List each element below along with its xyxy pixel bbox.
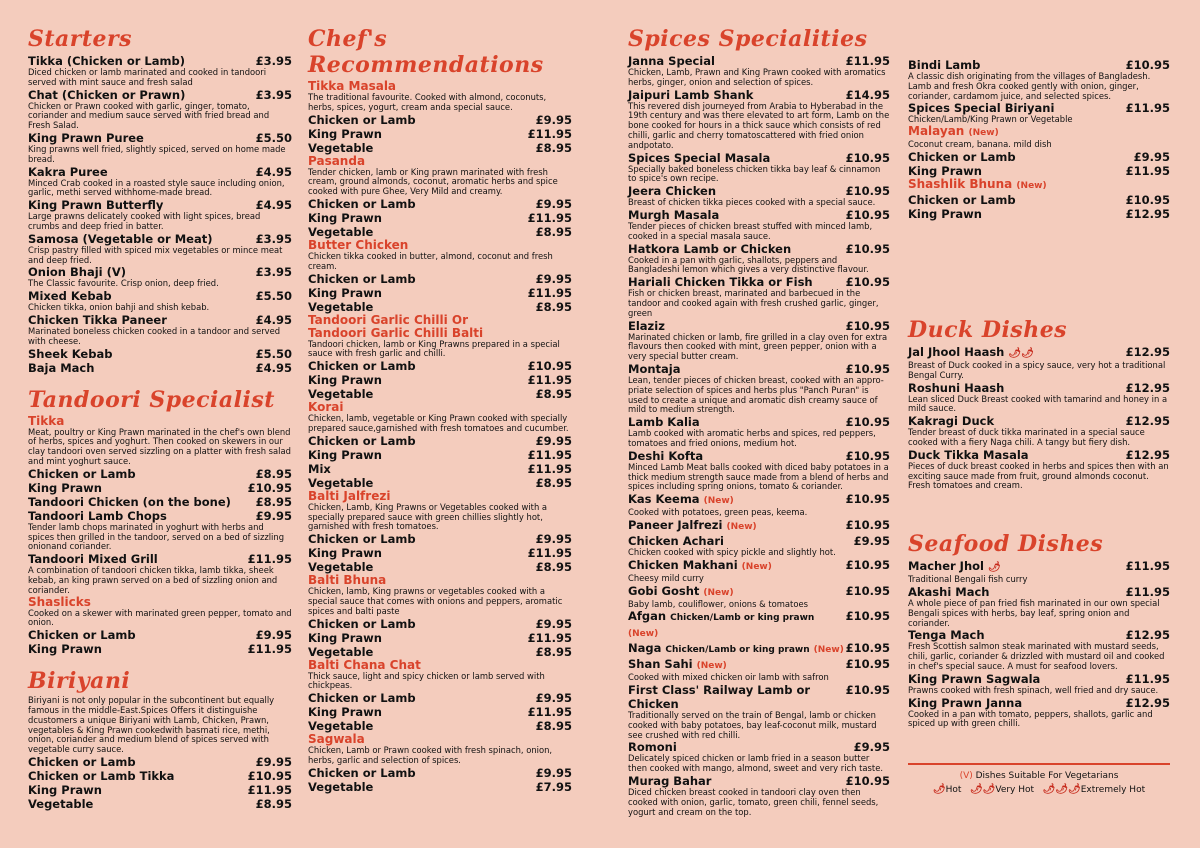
new-badge: (New) (968, 128, 999, 139)
chili-icon: 🌶 (988, 562, 1001, 574)
menu-item: Naga Chicken/Lamb or king prawn (New) £10.95 (628, 641, 890, 656)
menu-item: Chicken or Lamb £10.95 (308, 359, 572, 374)
menu-item: King Prawn Sagwala £11.95 (908, 671, 1170, 686)
menu-item: Vegetable £8.95 (308, 140, 572, 155)
menu-item: Deshi Kofta £10.95 (628, 448, 890, 463)
sub-heading: Tandoori Garlic Chilli Balti (308, 325, 484, 340)
menu-item: Chicken or Lamb £9.95 (908, 149, 1170, 164)
tandoori-heading: Tandoori Specialist (28, 386, 275, 413)
menu-item: Chicken Tikka Paneer £4.95 (28, 312, 292, 327)
sub-heading: Butter Chicken (308, 237, 409, 252)
menu-item: Bindi Lamb £10.95 (908, 58, 1170, 72)
menu-item: Jaipuri Lamb Shank £14.95 (628, 87, 890, 102)
menu-item: Macher Jhol 🌶 £11.95 (908, 559, 1170, 574)
menu-item: Vegetable £8.95 (308, 224, 572, 239)
menu-item: King Prawn £11.95 (308, 285, 572, 300)
legend-divider (908, 763, 1170, 765)
new-badge: (New) (703, 496, 734, 507)
menu-item: Vegetable £8.95 (28, 796, 292, 811)
menu-item: Chicken or Lamb £9.95 (308, 532, 572, 547)
menu-item: Spices Special Biriyani £11.95 (908, 101, 1170, 116)
menu-item: Chicken or Lamb £9.95 (308, 196, 572, 211)
sub-heading: Balti Jalfrezi (308, 488, 391, 503)
column-chefs: Chef's Recommendations Tikka Masala The traditional favourite. Cooked with almond, coconuts, herbs, spices, yogurt, cream anda special sauce. Chicken or Lamb £9.95 King Prawn £11.95 Vegetable £8.95 Pasanda Tender chicken, lamb or King prawn marinated with fresh cream, ground almonds, coconut, aromatic herbs and spice cooked with pure Ghee, Very Mild and creamy. Chicken or Lamb £9.95 King Prawn £11.95 Vegetable £8.95 Butter Chicken Chicken tikka cooked in butter, almond, coconut and fresh cream. Chicken or Lamb £9.95 King Prawn £11.95 Vegetable £8.95 Tandoori Garlic Chilli Or Tandoori Garlic Chilli Balti Tandoori chicken, lamb or King Prawns prepared in a special sauce with fresh garlic and chilli. Chicken or Lamb £10.95 King Prawn £11.95 Vegetable £8.95 Korai Chicken, lamb, vegetable or King Prawn cooked with specially prepared sauce,garnished with fresh tomatoes and cucumber. Chicken or Lamb £9.95 King Prawn £11.95 Mix £11.95 Vegetable £8.95 Balti Jalfrezi Chicken, Lamb, King Prawns or Vegetables cooked with a specially prepared sauce with green chillies slightly hot, garnished with fresh tomatoes. Chicken or Lamb £9.95 King Prawn £11.95 Vegetable £8.95 Balti Bhuna Chicken, lamb, King prawns or vegetables cooked with a special sauce that comes with onions and peppers, aromatic spices and balti paste Chicken or Lamb £9.95 King Prawn £11.95 Vegetable £8.95 Balti Chana Chat Thick sauce, light and spicy chicken or lamb served with chickpeas. Chicken or Lamb £9.95 King Prawn £11.95 Vegetable £8.95 Sagwala Chicken, Lamb or Prawn cooked with fresh spinach, onion, herbs, garlic and selection of spices. Chicken or Lamb £9.95 Vegetable £7.95 (308, 26, 572, 794)
column-starters: Starters Tikka (Chicken or Lamb) £3.95 Diced chicken or lamb marinated and cooked in tandoori served with mint sauce and fresh salad Chat (Chicken or Prawn) £3.95 Chicken or Prawn cooked with garlic, ginger, tomato, coriander and medium sauce served with fried bread and Fresh Salad. King Prawn Puree £5.50 King prawns well fried, slightly spiced, served on home made bread. Kakra Puree £4.95 Minced Crab cooked in a roasted style sauce including onion, garlic, methi served withhome-made bread. King Prawn Butterfly £4.95 Large prawns delicately cooked with light spices, bread crumbs and deep fried in batter. Samosa (Vegetable or Meat) £3.95 Crisp pastry filled with spiced mix vegetables or mince meat and deep fried. Onion Bhaji (V) £3.95 The Classic favourite. Crisp onion, deep fried. Mixed Kebab £5.50 Chicken tikka, onion bahji and shish kebab. Chicken Tikka Paneer £4.95 Marinated boneless chicken cooked in a tandoor and served with cheese. Sheek Kebab £5.50 Baja Mach £4.95 Tandoori Specialist Tikka Meat, poultry or King Prawn marinated in the chef's own blend of herbs, spices and yoghurt. Then cooked on skewers in our clay tandoori oven served sizzling on a platter with fresh salad and mint yoghurt sauce. Chicken or Lamb £8.95 King Prawn £10.95 Tandoori Chicken (on the bone) £8.95 Tandoori Lamb Chops £9.95 Tender lamb chops marinated in yoghurt with herbs and spices then grilled in the tandoor, served on a bed of sizzling onionand coriander. Tandoori Mixed Grill £11.95 A combination of tandoori chicken tikka, lamb tikka, sheek kebab, an king prawn served on a bed of sizzling onion and coriander. Shaslicks Cooked on a skewer with marinated green pepper, tomato and onion. Chicken or Lamb £9.95 King Prawn £11.95 Biriyani Biriyani is not only popular in the subcontinent but equally famous in the middle-East.Spices Offers it distinguishe dcustomers a unique Biriyani with Lamb, Chicken, Prawn, vegetables & King Prawn cookedwith basmati rice, methi, onion, coriander and medium blend of spices served with vegetable curry sauce. Chicken or Lamb £9.95 Chicken or Lamb Tikka £10.95 King Prawn £11.95 Vegetable £8.95 (28, 26, 292, 811)
menu-item: Kakragi Duck £12.95 (908, 414, 1170, 429)
menu-item: King Prawn £11.95 (28, 782, 292, 797)
menu-item: Vegetable £8.95 (308, 387, 572, 402)
new-badge: (New) (1016, 180, 1047, 191)
menu-item: Tikka (Chicken or Lamb) £3.95 (28, 54, 292, 68)
seafood-heading: Seafood Dishes (908, 531, 1104, 558)
menu-item: Elaziz £10.95 (628, 318, 890, 333)
sub-heading: Tikka (28, 413, 65, 428)
menu-item: King Prawn £11.95 (308, 210, 572, 225)
menu-item: Romoni £9.95 (628, 740, 890, 755)
chili-icon: 🌶🌶 (1008, 347, 1034, 359)
starters-heading: Starters (28, 26, 133, 52)
sub-heading: Balti Bhuna (308, 573, 387, 588)
column-duck-seafood: Bindi Lamb £10.95 A classic dish originating from the villages of Bangladesh. Lamb and fresh Okra cooked gently with onion, ginger, coriander, cardamom juice, and selected spices. Spices Special Biriyani £11.95 Chicken/Lamb/King Prawn or Vegetable Malayan (New) Coconut cream, banana. mild dish Chicken or Lamb £9.95 King Prawn £11.95 Shashlik Bhuna (New) Chicken or Lamb £10.95 King Prawn £12.95 Duck Dishes Jal Jhool Haash 🌶🌶 £12.95 Breast of Duck cooked in a spicy sauce, very hot a traditional Bengal Curry. Roshuni Haash £12.95 Lean sliced Duck Breast cooked with tamarind and honey in a mild sauce. Kakragi Duck £12.95 Tender breast of duck tikka marinated in a special sauce cooked with a fiery Naga chili. A tangy but fiery dish. Duck Tikka Masala £12.95 Pieces of duck breast cooked in herbs and spices then with an exciting sauce made from fruit, ground almonds coconut. Fresh tomatoes and cream. Seafood Dishes Macher Jhol 🌶 £11.95 Traditional Bengali fish curry Akashi Mach £11.95 A whole piece of pan fried fish marinated in our own special Bengali spices with herbs, bay leaf, spring onion and coriander. Tenga Mach £12.95 Fresh Scottish salmon steak marinated with mustard seeds, chili, garlic, coriander & drizzled with mustard oil and cooked in chef's special sauce. A must for seafood lovers. King Prawn Sagwala £11.95 Prawns cooked with fresh spinach, well fried and dry sauce. King Prawn Janna £12.95 Cooked in a pan with tomato, peppers, shallots, garlic and spiced up with green chilli. (V) Dishes Suitable For Vegetarians 🌶Hot 🌶🌶Very Hot 🌶🌶🌶Extremely Hot (908, 58, 1170, 796)
menu-item: Shan Sahi (New) £10.95 (628, 657, 890, 672)
menu-item: King Prawn £11.95 (308, 630, 572, 645)
menu-item: Chicken or Lamb £9.95 (28, 628, 292, 643)
menu-item: King Prawn £11.95 (308, 705, 572, 720)
menu-item: Chicken Achari £9.95 (628, 533, 890, 548)
menu-item: Chicken or Lamb £9.95 (308, 433, 572, 448)
menu-item: Hariali Chicken Tikka or Fish £10.95 (628, 275, 890, 290)
menu-item: Vegetable £8.95 (308, 475, 572, 490)
menu-item: Samosa (Vegetable or Meat) £3.95 (28, 231, 292, 246)
menu-item: King Prawn £11.95 (308, 373, 572, 388)
menu-item: Roshuni Haash £12.95 (908, 380, 1170, 395)
sub-heading: Pasanda (308, 153, 366, 168)
sub-heading: Malayan (New) (908, 124, 999, 139)
menu-item: Paneer Jalfrezi (New) £10.95 (628, 517, 890, 532)
menu-item: King Prawn £11.95 (28, 642, 292, 657)
menu-item: First Class' Railway Lamb or Chicken £10.95 (628, 683, 890, 712)
menu-item: Tenga Mach £12.95 (908, 628, 1170, 643)
biriyani-heading: Biriyani (28, 668, 131, 695)
menu-item: Chicken or Lamb Tikka £10.95 (28, 768, 292, 783)
menu-item: Mix £11.95 (308, 461, 572, 476)
chili-icon: 🌶🌶🌶 (1042, 784, 1081, 796)
chili-icon: 🌶🌶 (969, 784, 996, 796)
menu-item: Janna Special £11.95 (628, 54, 890, 68)
menu-item: King Prawn £11.95 (308, 447, 572, 462)
menu-item: Jal Jhool Haash 🌶🌶 £12.95 (908, 344, 1170, 359)
menu-item: Akashi Mach £11.95 (908, 584, 1170, 599)
menu-item: Montaja £10.95 (628, 361, 890, 376)
menu-item: Chicken or Lamb £9.95 (308, 691, 572, 706)
menu-item: Chicken or Lamb £10.95 (908, 192, 1170, 207)
menu-item: Chicken or Lamb £9.95 (28, 754, 292, 769)
menu-item: Kakra Puree £4.95 (28, 164, 292, 179)
chili-icon: 🌶 (932, 784, 946, 796)
menu-item: Tandoori Lamb Chops £9.95 (28, 508, 292, 523)
new-badge: (New) (726, 521, 757, 532)
menu-item: Tandoori Mixed Grill £11.95 (28, 552, 292, 567)
new-badge: (New) (813, 645, 844, 656)
sub-heading: Balti Chana Chat (308, 657, 421, 672)
menu-item: Vegetable £8.95 (308, 560, 572, 575)
menu-item: Chat (Chicken or Prawn) £3.95 (28, 87, 292, 102)
menu-item: Murag Bahar £10.95 (628, 774, 890, 789)
chefs-heading: Chef's Recommendations (308, 26, 544, 78)
menu-item: King Prawn £11.95 (308, 546, 572, 561)
menu-item: Sheek Kebab £5.50 (28, 346, 292, 361)
menu-item: King Prawn Janna £12.95 (908, 695, 1170, 710)
menu-item: King Prawn £11.95 (308, 126, 572, 141)
menu-item: Afgan Chicken/Lamb or king prawn (New) £10.95 (628, 609, 890, 640)
sub-heading: Tikka Masala (308, 79, 397, 93)
new-badge: (New) (741, 561, 772, 572)
column-specialities: Spices Specialities Janna Special £11.95 Chicken, Lamb, Prawn and King Prawn cooked with aromatics herbs, ginger, onion and selection of spices. Jaipuri Lamb Shank £14.95 This revered dish journeyed from Arabia to Hyberabad in the 19th century and was there elevated to art form, Lamb on the bone cooked for hours in a thick sauce which consists of red chilli, garlic and cherry tomatoscattered with fried onion andpotato. Spices Special Masala £10.95 Specially baked boneless chicken tikka bay leaf & cinnamon to spice's own recipe. Jeera Chicken £10.95 Breast of chicken tikka pieces cooked with a special sauce. Murgh Masala £10.95 Tender pieces of chicken breast stuffed with minced lamb, cooked in a special masala sauce. Hatkora Lamb or Chicken £10.95 Cooked in a pan with garlic, shallots, peppers and Bangladeshi lemon which gives a very distinctive flavour. Hariali Chicken Tikka or Fish £10.95 Fish or chicken breast, marinated and barbecued in the tandoor and cooked again with fresh crushed garlic, ginger, green Elaziz £10.95 Marinated chicken or lamb, fire grilled in a clay oven for extra flavours then cooked with mint, green pepper, onion with a very special butter cream. Montaja £10.95 Lean, tender pieces of chicken breast, cooked with an appro- priate selection of spices and herbs plus "Panch Puran" is used to create a unique and aromatic dish creamy sauce of mild to medium strength. Lamb Kalia £10.95 Lamb cooked with aromatic herbs and spices, red peppers, tomatoes and fried onions, medium hot. Deshi Kofta £10.95 Minced Lamb Meat balls cooked with diced baby potatoes in a thick medium strength sauce made from a blend of herbs and spices including spring onions, tomato & coriander. Kas Keema (New) £10.95 Cooked with potatoes, green peas, keema. Paneer Jalfrezi (New) £10.95 Chicken Achari £9.95 Chicken cooked with spicy pickle and slightly hot. Chicken Makhani (New) £10.95 Cheesy mild curry Gobi Gosht (New) £10.95 Baby lamb, couliflower, onions & tomatoes Afgan Chicken/Lamb or king prawn (New) £10.95 Naga Chicken/Lamb or king prawn (New) £10.95 Shan Sahi (New) £10.95 Cooked with mixed chicken oir lamb with safron First Class' Railway Lamb or Chicken £10.95 Traditionally served on the train of Bengal, lamb or chicken cooked with baby potatoes, bay leaf-coconut milk, mustard see crushed with red chilli. Romoni £9.95 Delicately spiced chicken or lamb fried in a season butter then cooked with mango, almond, sweet and very rich taste. Murag Bahar £10.95 Diced chicken breast cooked in tandoori clay oven then cooked with onion, garlic, tomato, green chili, fennel seeds, yogurt and cream on the top. (628, 26, 890, 817)
menu-item: Spices Special Masala £10.95 (628, 150, 890, 165)
menu-item: Lamb Kalia £10.95 (628, 415, 890, 430)
sub-heading: Sagwala (308, 732, 365, 747)
menu-item: Jeera Chicken £10.95 (628, 184, 890, 199)
menu-item: King Prawn £12.95 (908, 206, 1170, 221)
menu-item: Chicken or Lamb £9.95 (308, 112, 572, 127)
sub-heading: Shaslicks (28, 594, 91, 609)
menu-item: King Prawn Puree £5.50 (28, 130, 292, 145)
menu-item: Mixed Kebab £5.50 (28, 289, 292, 304)
menu-item: Murgh Masala £10.95 (628, 207, 890, 222)
menu-item: Chicken or Lamb £9.95 (308, 765, 572, 780)
menu-item: Hatkora Lamb or Chicken £10.95 (628, 241, 890, 256)
new-badge: (New) (703, 587, 734, 598)
menu-item: Kas Keema (New) £10.95 (628, 492, 890, 507)
menu-item: King Prawn £11.95 (908, 163, 1170, 178)
sub-heading: Shashlik Bhuna (New) (908, 176, 1047, 191)
sub-heading: Korai (308, 400, 344, 415)
menu-item: Vegetable £8.95 (308, 719, 572, 734)
menu-item: Chicken or Lamb £9.95 (308, 616, 572, 631)
menu-item: King Prawn £10.95 (28, 480, 292, 495)
menu-item: Chicken Makhani (New) £10.95 (628, 557, 890, 572)
menu-item: Vegetable £8.95 (308, 644, 572, 659)
menu-item: Chicken or Lamb £8.95 (28, 466, 292, 481)
new-badge: (New) (696, 661, 727, 672)
sub-heading: Tandoori Garlic Chilli Or (308, 312, 469, 327)
new-badge: (New) (628, 629, 659, 640)
menu-item: Gobi Gosht (New) £10.95 (628, 583, 890, 598)
specialities-heading: Spices Specialities (628, 26, 868, 52)
menu-item: Tandoori Chicken (on the bone) £8.95 (28, 494, 292, 509)
heat-legend: 🌶Hot 🌶🌶Very Hot 🌶🌶🌶Extremely Hot (932, 784, 1146, 796)
menu-item: Vegetable £7.95 (308, 779, 572, 794)
legend: (V) Dishes Suitable For Vegetarians (959, 771, 1119, 782)
menu-item: Chicken or Lamb £9.95 (308, 271, 572, 286)
menu-item: Vegetable £8.95 (308, 299, 572, 314)
menu-item: Onion Bhaji (V) £3.95 (28, 265, 292, 280)
menu-item: King Prawn Butterfly £4.95 (28, 198, 292, 213)
menu-item: Duck Tikka Masala £12.95 (908, 447, 1170, 462)
duck-heading: Duck Dishes (908, 316, 1068, 343)
menu-item: Baja Mach £4.95 (28, 360, 292, 375)
